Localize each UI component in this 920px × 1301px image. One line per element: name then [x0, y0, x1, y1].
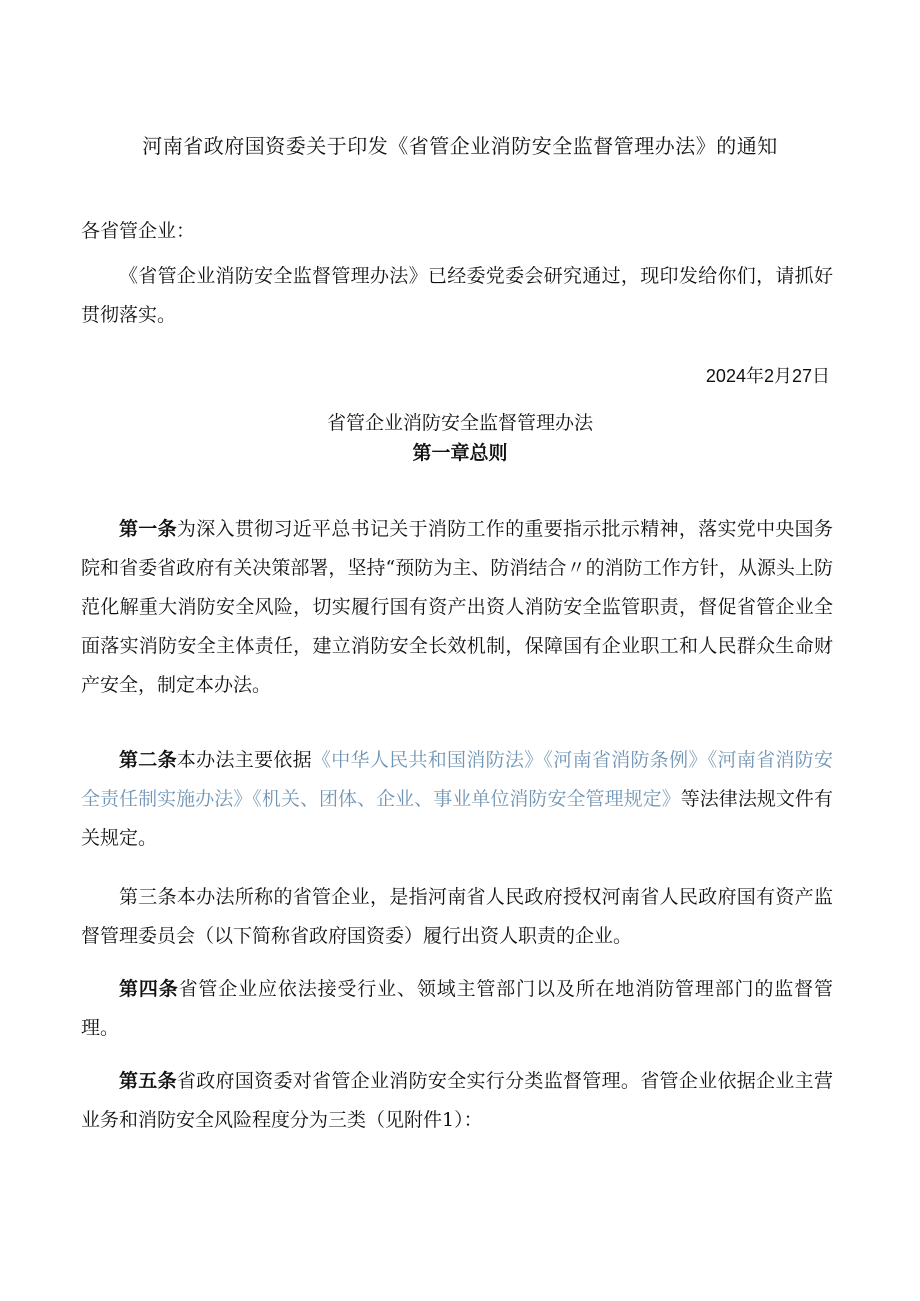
article-1-label: 第一条 [119, 518, 177, 540]
article-4-label: 第四条 [119, 978, 179, 1000]
article-2-label: 第二条 [119, 749, 177, 771]
article-3: 第三条本办法所称的省管企业，是指河南省人民政府授权河南省人民政府国有资产监督管理委员会（以下简称省政府国资委）履行出资人职责的企业。 [81, 886, 833, 947]
salutation: 各省管企业： [81, 220, 196, 242]
article-1 [81, 510, 833, 705]
law-link-fire-protection-law[interactable]: 《中华人民共和国消防法》 [311, 749, 544, 771]
article-4 [81, 970, 833, 1048]
law-link-unit-fire-safety-rules[interactable]: 《机关、团体、企业、事业单位消防安全管理规定》 [252, 788, 681, 810]
article-5-label: 第五条 [119, 1070, 177, 1092]
article-2-lead: 本办法主要依据 [176, 749, 312, 771]
article-5-text: 省政府国资委对省管企业消防安全实行分类监督管理。省管企业依据企业主营业务和消防安全风险程度分为三类（见附件1）： [81, 1070, 833, 1131]
article-5 [81, 1062, 833, 1140]
law-link-henan-responsibility-measures[interactable]: 《河南省消防安全责任制实施办法》 [81, 749, 833, 810]
article-1-text: 为深入贯彻习近平总书记关于消防工作的重要指示批示精神，落实党中央国务院和省委省政府有关决策部署，坚持“预防为主、防消结合〃的消防工作方针，从源头上防范化解重大消防安全风险，切实履行国有资产出资人消防安全监管职责，督促省管企业全面落实消防安全主体责任，建立消防安全长效机制，保障国有企业职工和人民群众生命财产安全，制定本办法。 [81, 518, 833, 696]
article-2 [81, 741, 833, 858]
issue-date: 2024年2月27日 [705, 366, 830, 386]
article-4-text: 省管企业应依法接受行业、领域主管部门以及所在地消防管理部门的监督管理。 [81, 978, 833, 1039]
measures-title: 省管企业消防安全监督管理办法 [326, 412, 593, 434]
law-link-henan-fire-regulations[interactable]: 《河南省消防条例》 [543, 749, 708, 771]
chapter-title: 第一章总则 [412, 442, 508, 464]
notice-body: 《省管企业消防安全监督管理办法》已经委党委会研究通过，现印发给你们，请抓好贯彻落实。 [81, 265, 833, 326]
notice-title: 河南省政府国资委关于印发《省管企业消防安全监督管理办法》的通知 [142, 134, 778, 158]
article-2-tail: 等法律法规文件有关规定。 [81, 788, 833, 849]
